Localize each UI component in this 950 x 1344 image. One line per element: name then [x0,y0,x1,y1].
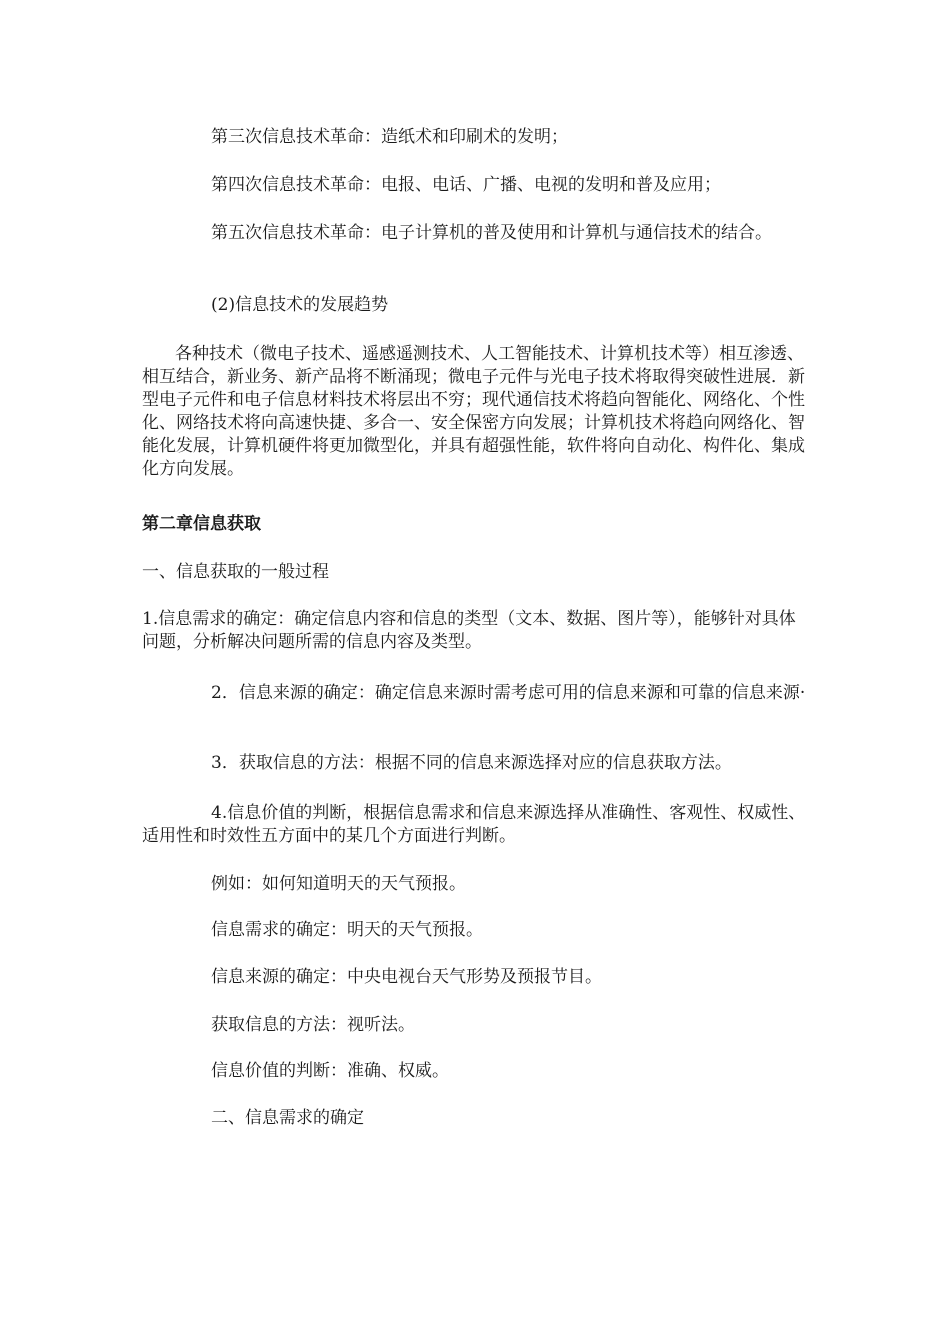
paragraph-trend-heading: (2)信息技术的发展趋势 [211,295,389,315]
paragraph-example-value: 信息价值的判断：准确、权威。 [211,1061,449,1081]
paragraph-fifth-revolution: 第五次信息技术革命：电子计算机的普及使用和计算机与通信技术的结合。 [211,223,772,243]
paragraph-value-judgment: 4.信息价值的判断，根据信息需求和信息来源选择从准确性、客观性、权威性、适用性和时效性五方面中的某几个方面进行判断。 [142,803,806,846]
paragraph-example-method: 获取信息的方法：视听法。 [211,1015,415,1035]
paragraph-example-source: 信息来源的确定：中央电视台天气形势及预报节目。 [211,967,602,987]
chapter-heading: 第二章信息获取 [142,514,261,534]
paragraph-need-determination: 1.信息需求的确定：确定信息内容和信息的类型（文本、数据、图片等），能够针对具体问题，分析解决问题所需的信息内容及类型。 [142,609,796,652]
paragraph-third-revolution: 第三次信息技术革命：造纸术和印刷术的发明； [211,127,568,147]
paragraph-example: 例如：如何知道明天的天气预报。 [211,874,466,894]
paragraph-trend-body: 各种技术（微电子技术、遥感遥测技术、人工智能技术、计算机技术等）相互渗透、相互结合，新业务、新产品将不断涌现；微电子元件与光电子技术将取得突破性进展．新型电子元件和电子信息材料技术将层出不穷；现代通信技术将趋向智能化、网络化、个性化、网络技术将向高速快捷、多合一、安全保密方向发展；计算机技术将趋向网络化、智能化发展，计算机硬件将更加微型化，并具有超强性能，软件将向自动化、构件化、集成化方向发展。 [142,344,805,479]
paragraph-source-determination: 2．信息来源的确定：确定信息来源时需考虑可用的信息来源和可靠的信息来源· [211,683,806,703]
paragraph-fourth-revolution: 第四次信息技术革命：电报、电话、广播、电视的发明和普及应用； [211,175,721,195]
section-heading-process: 一、信息获取的一般过程 [142,562,329,582]
paragraph-example-need: 信息需求的确定：明天的天气预报。 [211,920,483,940]
section-heading-need: 二、信息需求的确定 [211,1108,364,1128]
paragraph-method: 3．获取信息的方法：根据不同的信息来源选择对应的信息获取方法。 [211,753,732,773]
